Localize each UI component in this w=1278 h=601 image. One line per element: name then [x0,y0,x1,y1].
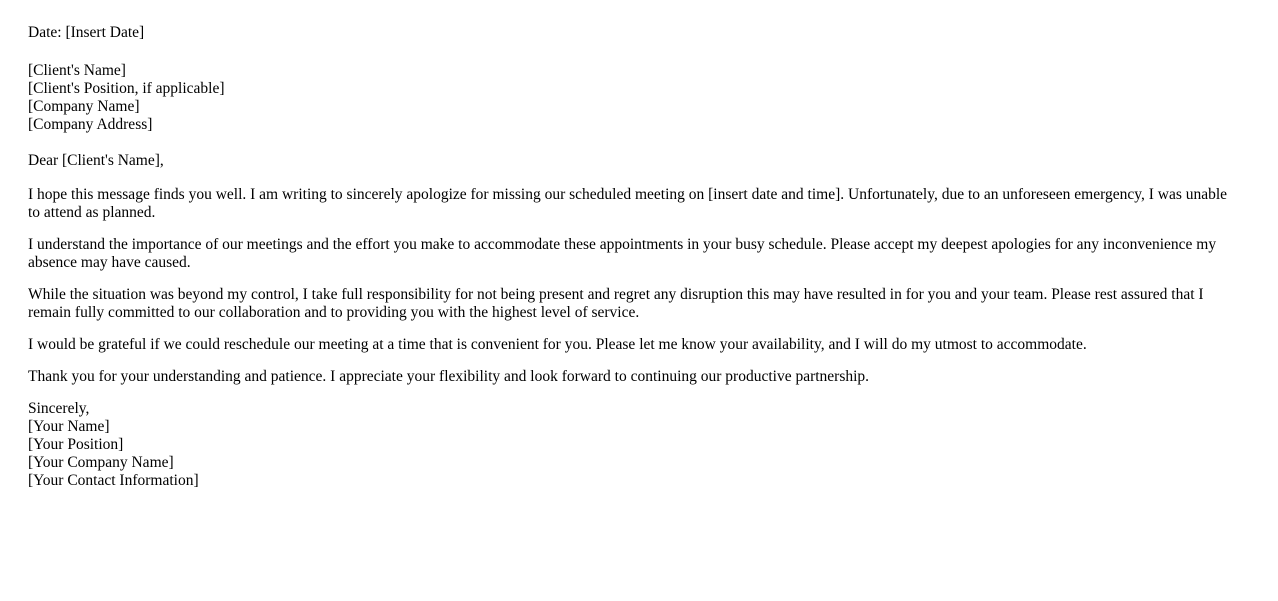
signature-line: [Your Company Name] [28,454,174,471]
recipient-address-block [28,62,1232,134]
signature-line: [Your Contact Information] [28,472,199,489]
letter-body [28,24,1232,490]
signature-line: [Your Name] [28,418,110,435]
recipient-line: [Client's Name] [28,62,126,79]
body-paragraph: Thank you for your understanding and patience. I appreciate your flexibility and look forward to continuing our productive partnership. [28,368,870,385]
signature-line: [Your Position] [28,436,124,453]
body-paragraph: I hope this message finds you well. I am writing to sincerely apologize for missing our scheduled meeting on [insert date and time]. Unfortunately, due to an unforeseen emergency, I was unable to attend as planned. [28,186,1228,221]
body-paragraph: I understand the importance of our meetings and the effort you make to accommodate these appointments in your busy schedule. Please accept my deepest apologies for any inconvenience my absence may have caused. [28,236,1217,271]
recipient-line: [Company Address] [28,116,153,133]
date-line: Date: [Insert Date] [28,24,145,41]
recipient-line: [Company Name] [28,98,140,115]
body-paragraph: While the situation was beyond my control, I take full responsibility for not being present and regret any disruption this may have resulted in for you and your team. Please rest assured that I remain fully committed to our collaboration and to providing you with the highest level of service. [28,286,1204,321]
signature-block [28,400,1232,490]
body-paragraph: I would be grateful if we could reschedule our meeting at a time that is convenient for you. Please let me know your availability, and I will do my utmost to accommodate. [28,336,1087,353]
closing-line: Sincerely, [28,400,90,417]
recipient-line: [Client's Position, if applicable] [28,80,225,97]
salutation: Dear [Client's Name], [28,152,164,169]
